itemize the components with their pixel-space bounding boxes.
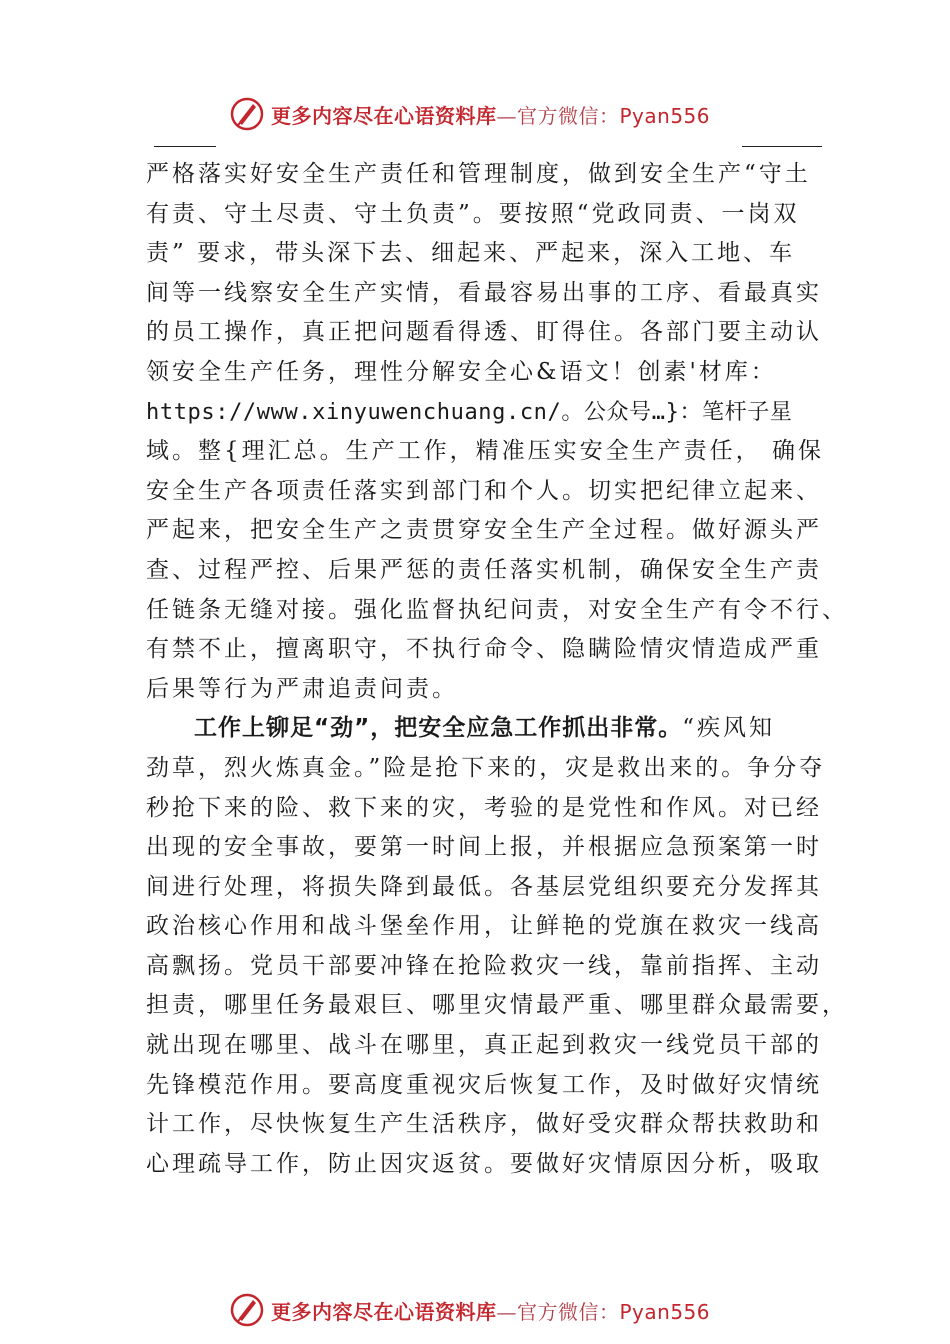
document-body	[146, 155, 848, 1184]
header-banner-id: Pyan556	[619, 103, 711, 128]
paragraph-2	[146, 749, 848, 1185]
text-line: 后果等行为严肃追责问责。	[146, 675, 458, 702]
header-rule-right	[742, 146, 822, 147]
text-line: 高飘扬。党员干部要冲锋在抢险救灾一线，靠前指挥、主动	[146, 952, 822, 979]
footer-banner	[0, 1288, 950, 1332]
header-banner-text	[271, 100, 710, 129]
brand-logo-icon	[229, 1292, 265, 1328]
header-banner-dash: —	[496, 103, 517, 128]
text-line: 有责、守土尽责、守土负责”。要按照“党政同责、一岗双	[146, 200, 800, 227]
text-line: 任链条无缝对接。强化监督执纪问责，对安全生产有令不行、	[146, 596, 848, 623]
footer-banner-dash: —	[496, 1299, 517, 1324]
footer-banner-text	[271, 1296, 710, 1325]
footer-banner-main: 更多内容尽在心语资料库	[271, 1299, 497, 1324]
text-line: 就出现在哪里、战斗在哪里，真正起到救灾一线党员干部的	[146, 1032, 822, 1059]
text-line: 有禁不止，擅离职守，不执行命令、隐瞒险情灾情造成严重	[146, 636, 822, 663]
paragraph-2-heading: 工作上铆足“劲”，把安全应急工作抓出非常。	[194, 715, 683, 742]
text-line: https://www.xinyuwenchuang.cn/。公众号…}：笔杆子星	[146, 399, 793, 425]
text-line: 严格落实好安全生产责任和管理制度，做到安全生产“守土	[146, 161, 811, 187]
paragraph-2-first-line	[146, 709, 816, 749]
paragraph-2-first-rest: “疾风知	[682, 715, 775, 742]
text-line: 担责，哪里任务最艰巨、哪里灾情最严重、哪里群众最需要，	[146, 992, 848, 1019]
text-line: 的员工操作，真正把问题看得透、盯得住。各部门要主动认	[146, 319, 822, 346]
text-line: 域。整{理汇总。生产工作，精准压实安全生产责任， 确保	[146, 438, 824, 465]
text-line: 计工作，尽快恢复生产生活秩序，做好受灾群众帮扶救助和	[146, 1111, 822, 1138]
text-line: 查、过程严控、后果严惩的责任落实机制，确保安全生产责	[146, 556, 822, 583]
text-line: 政治核心作用和战斗堡垒作用，让鲜艳的党旗在救灾一线高	[146, 913, 822, 940]
text-line: 心理疏导工作，防止因灾返贫。要做好灾情原因分析，吸取	[146, 1150, 822, 1177]
text-line: 责” 要求，带头深下去、细起来、严起来，深入工地、车	[146, 240, 796, 267]
text-line: 领安全生产任务，理性分解安全心&语文！创素'材库：	[146, 358, 777, 385]
header-banner-official: 官方微信：	[517, 103, 620, 128]
text-line: 先锋模范作用。要高度重视灾后恢复工作，及时做好灾情统	[146, 1071, 822, 1098]
paragraph-1	[146, 155, 848, 709]
brand-logo-icon	[229, 96, 265, 132]
text-line: 秒抢下来的险、救下来的灾，考验的是党性和作风。对已经	[146, 794, 822, 821]
text-line: 出现的安全事故，要第一时间上报，并根据应急预案第一时	[146, 834, 822, 861]
header-rule-left	[154, 146, 216, 147]
text-line: 间等一线察安全生产实情，看最容易出事的工序、看最真实	[146, 279, 822, 306]
text-line: 间进行处理，将损失降到最低。各基层党组织要充分发挥其	[146, 873, 822, 900]
text-line: 劲草，烈火炼真金。”险是抢下来的，灾是救出来的。争分夺	[146, 754, 826, 781]
footer-banner-official: 官方微信：	[517, 1299, 620, 1324]
header-banner-main: 更多内容尽在心语资料库	[271, 103, 497, 128]
text-line: 安全生产各项责任落实到部门和个人。切实把纪律立起来、	[146, 477, 822, 504]
text-line: 严起来，把安全生产之责贯穿安全生产全过程。做好源头严	[146, 517, 822, 544]
header-banner	[0, 92, 950, 136]
footer-banner-id: Pyan556	[619, 1299, 711, 1324]
